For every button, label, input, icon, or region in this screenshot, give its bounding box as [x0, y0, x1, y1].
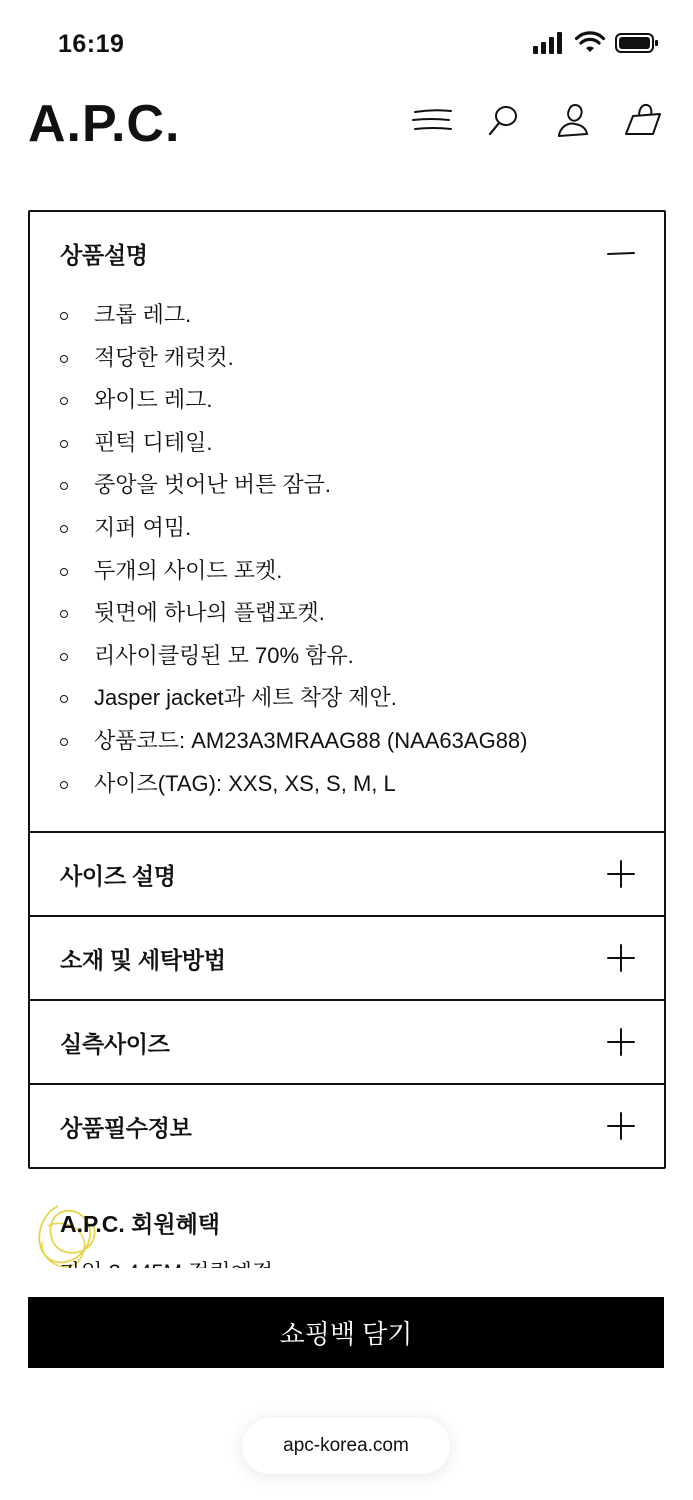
list-item: 크롭 레그. [60, 294, 664, 337]
wifi-icon [575, 32, 605, 54]
list-item: 리사이클링된 모 70% 함유. [60, 635, 664, 678]
menu-icon[interactable] [411, 100, 455, 140]
site-header [0, 86, 693, 196]
accordion-size-guide[interactable] [30, 833, 664, 917]
product-description-title: 상품설명 [60, 241, 148, 268]
accordion-required-info[interactable] [30, 1085, 664, 1167]
accordion-title: 상품필수정보 [60, 1114, 192, 1141]
list-item: 뒷면에 하나의 플랩포켓. [60, 592, 664, 635]
product-description-panel [30, 212, 664, 833]
shopping-bag-icon[interactable] [621, 100, 665, 140]
status-time: 16:19 [58, 30, 125, 58]
expand-plus-icon[interactable] [606, 943, 636, 973]
member-benefits-title: A.P.C. 회원혜택 [60, 1211, 221, 1237]
accordion-material-care[interactable] [30, 917, 664, 1001]
expand-plus-icon[interactable] [606, 859, 636, 889]
brand-logo[interactable]: A.P.C. [28, 95, 181, 153]
list-item: 두개의 사이드 포켓. [60, 550, 664, 593]
product-description-list [30, 294, 664, 805]
battery-icon [615, 32, 659, 54]
accordion-title: 소재 및 세탁방법 [60, 946, 226, 973]
status-icons [533, 32, 659, 54]
expand-plus-icon[interactable] [606, 1027, 636, 1057]
accordion-measurements[interactable] [30, 1001, 664, 1085]
header-actions [411, 100, 665, 140]
list-item: 지퍼 여밈. [60, 507, 664, 550]
browser-url-bar[interactable]: apc-korea.com [242, 1418, 450, 1474]
list-item: 적당한 캐럿컷. [60, 337, 664, 380]
status-bar [0, 0, 693, 86]
list-item: 상품코드: AM23A3MRAAG88 (NAA63AG88) [60, 720, 664, 763]
collapse-minus-icon[interactable] [606, 238, 636, 268]
cellular-signal-icon [533, 32, 565, 54]
expand-plus-icon[interactable] [606, 1111, 636, 1141]
account-icon[interactable] [551, 100, 595, 140]
product-description-header[interactable] [30, 212, 664, 294]
accordion-title: 사이즈 설명 [60, 862, 176, 889]
accordion-title: 실측사이즈 [60, 1030, 170, 1057]
list-item: 사이즈(TAG): XXS, XS, S, M, L [60, 763, 664, 806]
list-item: 중앙을 벗어난 버튼 잠금. [60, 464, 664, 507]
search-icon[interactable] [481, 100, 525, 140]
list-item: Jasper jacket과 세트 착장 제안. [60, 677, 664, 720]
add-to-bag-button[interactable]: 쇼핑백 담기 [28, 1297, 664, 1368]
product-info-accordion [28, 210, 666, 1169]
list-item: 와이드 레그. [60, 379, 664, 422]
list-item: 핀턱 디테일. [60, 422, 664, 465]
